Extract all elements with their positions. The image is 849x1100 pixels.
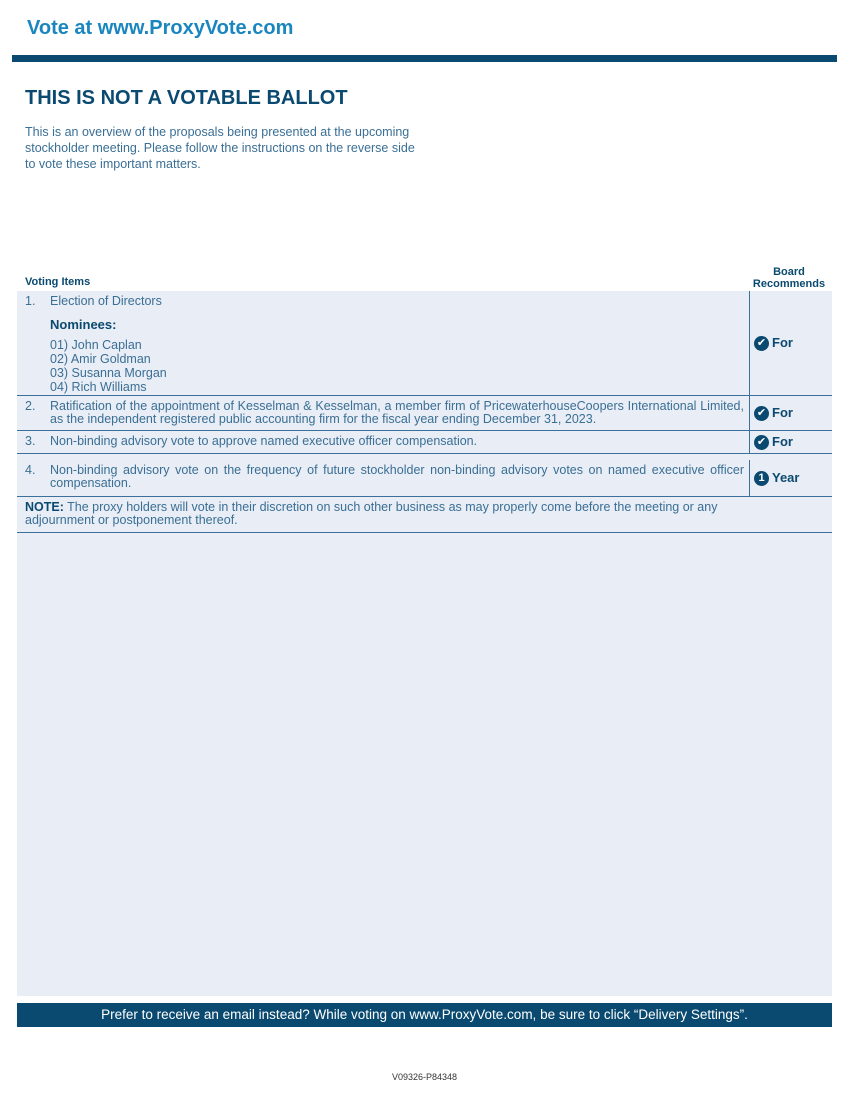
- check-icon: ✔: [754, 435, 769, 450]
- item-text: Non-binding advisory vote on the frequency of future stockholder non-binding advisory votes on named executive officer compensation.: [50, 463, 744, 490]
- voting-item-row: [17, 396, 832, 431]
- voting-items-panel: [17, 291, 832, 996]
- board-recommendation: ✔ For: [749, 291, 833, 395]
- nominees-label: Nominees:: [50, 317, 117, 332]
- item-text: Non-binding advisory vote to approve named executive officer compensation.: [50, 434, 478, 448]
- voting-items-header: Voting Items: [25, 276, 91, 288]
- item-number: 2.: [25, 399, 36, 413]
- voting-item-row: [17, 291, 832, 396]
- note-text: The proxy holders will vote in their discretion on such other business as may properly come before the meeting or any adjournment or postponement thereof.: [25, 500, 718, 527]
- item-number: 1.: [25, 294, 36, 308]
- proxyvote-link[interactable]: Vote at www.ProxyVote.com: [27, 17, 294, 39]
- item-text: Ratification of the appointment of Kesselman & Kesselman, a member firm of PricewaterhouseCoopers International Limited, as the independent registered public accounting firm for the fiscal year ending December 31, 2023.: [50, 399, 744, 426]
- voting-item-row: [17, 460, 832, 497]
- item-text: Election of Directors: [50, 294, 162, 308]
- nominee: 01) John Caplan: [50, 338, 142, 352]
- check-icon: ✔: [754, 336, 769, 351]
- nominee: 03) Susanna Morgan: [50, 366, 167, 380]
- one-year-icon: 1: [754, 471, 769, 486]
- board-recommendation: 1 Year: [749, 460, 833, 496]
- board-recommendation: ✔ For: [749, 396, 833, 430]
- board-recommends-header: Board Recommends: [752, 266, 826, 290]
- nominee: 04) Rich Williams: [50, 380, 147, 394]
- nominee: 02) Amir Goldman: [50, 352, 151, 366]
- email-delivery-banner: Prefer to receive an email instead? While voting on www.ProxyVote.com, be sure to click “Delivery Settings”.: [17, 1003, 832, 1027]
- item-number: 3.: [25, 434, 36, 448]
- note-label: NOTE:: [25, 500, 64, 514]
- document-code: V09326-P84348: [391, 1072, 458, 1082]
- check-icon: ✔: [754, 406, 769, 421]
- board-recommendation: ✔ For: [749, 431, 833, 453]
- item-number: 4.: [25, 463, 36, 477]
- header-rule: [12, 55, 837, 62]
- voting-item-row: [17, 431, 832, 454]
- page-title: THIS IS NOT A VOTABLE BALLOT: [25, 87, 348, 109]
- note-row: [17, 497, 832, 533]
- intro-text: This is an overview of the proposals being presented at the upcoming stockholder meeting. Please follow the instructions on the reverse side to vote these important matters.: [25, 125, 415, 171]
